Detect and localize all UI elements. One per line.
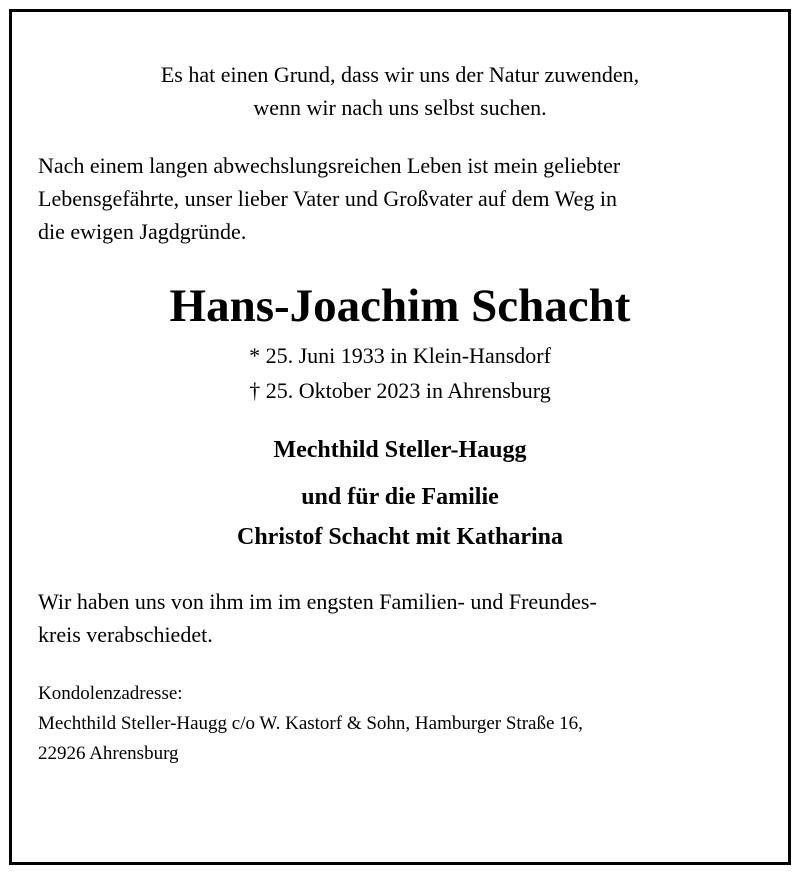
intro-line: Lebensgefährte, unser lieber Vater und Großvater auf dem Weg in <box>38 186 617 211</box>
family-line: und für die Familie <box>301 484 499 510</box>
primary-mourner: Mechthild Steller-Haugg <box>273 437 527 463</box>
farewell-line: kreis verabschiedet. <box>38 622 213 647</box>
intro-line: die ewigen Jagdgründe. <box>38 219 247 244</box>
address-line: 22926 Ahrensburg <box>38 743 179 764</box>
condolence-address <box>38 679 762 769</box>
death-date: † 25. Oktober 2023 in Ahrensburg <box>249 378 551 403</box>
motto-line: Es hat einen Grund, dass wir uns der Natur zuwenden, <box>160 62 640 87</box>
family-mourners <box>38 477 762 557</box>
intro-line: Nach einem langen abwechslungsreichen Leben ist mein geliebter <box>38 153 621 178</box>
farewell-paragraph <box>38 585 762 651</box>
intro-paragraph <box>38 149 762 248</box>
life-dates <box>38 338 762 408</box>
birth-date: * 25. Juni 1933 in Klein-Hansdorf <box>249 343 551 368</box>
deceased-name: Hans-Joachim Schacht <box>169 280 631 332</box>
farewell-line: Wir haben uns von ihm im im engsten Familien- und Freundes- <box>38 589 597 614</box>
address-label: Kondolenzadresse: <box>38 683 183 704</box>
motto-line: wenn wir nach uns selbst suchen. <box>253 95 547 120</box>
obituary-notice <box>38 58 762 769</box>
address-line: Mechthild Steller-Haugg c/o W. Kastorf & Sohn, Hamburger Straße 16, <box>38 713 583 734</box>
family-line: Christof Schacht mit Katharina <box>237 524 563 550</box>
motto-quote <box>38 58 762 124</box>
